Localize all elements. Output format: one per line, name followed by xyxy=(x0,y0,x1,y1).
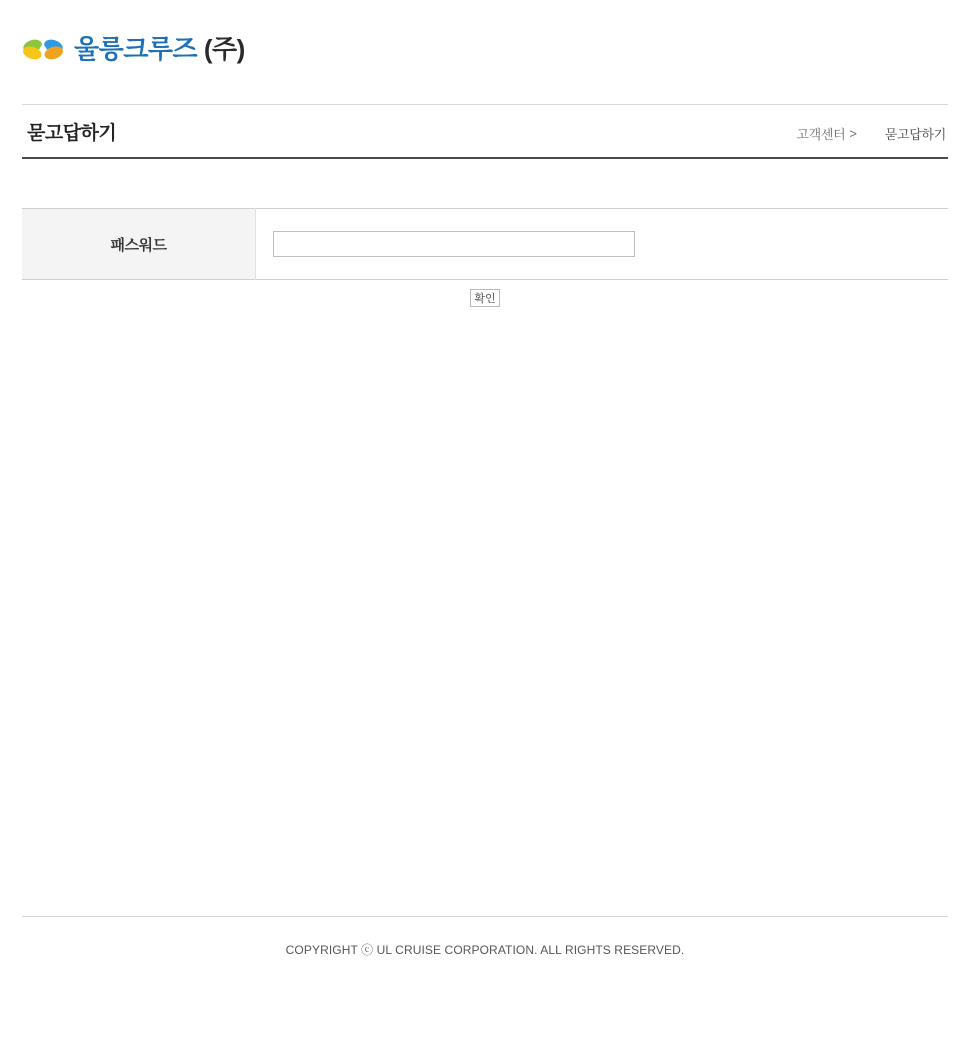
page-titlebar xyxy=(22,104,948,159)
breadcrumb-current: 묻고답하기 xyxy=(884,127,946,142)
password-input[interactable] xyxy=(273,231,635,257)
table-row xyxy=(22,209,948,280)
page-title: 묻고답하기 xyxy=(27,123,117,144)
breadcrumb-separator-icon: > xyxy=(849,126,857,141)
pinwheel-flower-logo-icon xyxy=(22,28,64,70)
logo-text-main: 울릉크루즈 xyxy=(74,34,198,64)
site-logo-link[interactable] xyxy=(22,28,245,70)
submit-button[interactable]: 확인 xyxy=(470,289,499,307)
form-actions xyxy=(22,289,948,307)
password-field-cell xyxy=(256,209,949,280)
breadcrumb-parent[interactable]: 고객센터 xyxy=(796,127,846,142)
logo-text-suffix: (주) xyxy=(197,34,245,64)
site-logo-text xyxy=(74,36,245,62)
password-label: 패스워드 xyxy=(22,209,256,280)
breadcrumb xyxy=(796,124,946,143)
password-form-table xyxy=(22,208,948,280)
main-content xyxy=(22,208,948,307)
site-footer xyxy=(0,916,970,958)
site-header xyxy=(0,0,970,104)
copyright-text: COPYRIGHT ⓒ UL CRUISE CORPORATION. ALL RIGHTS RESERVED. xyxy=(285,943,685,957)
